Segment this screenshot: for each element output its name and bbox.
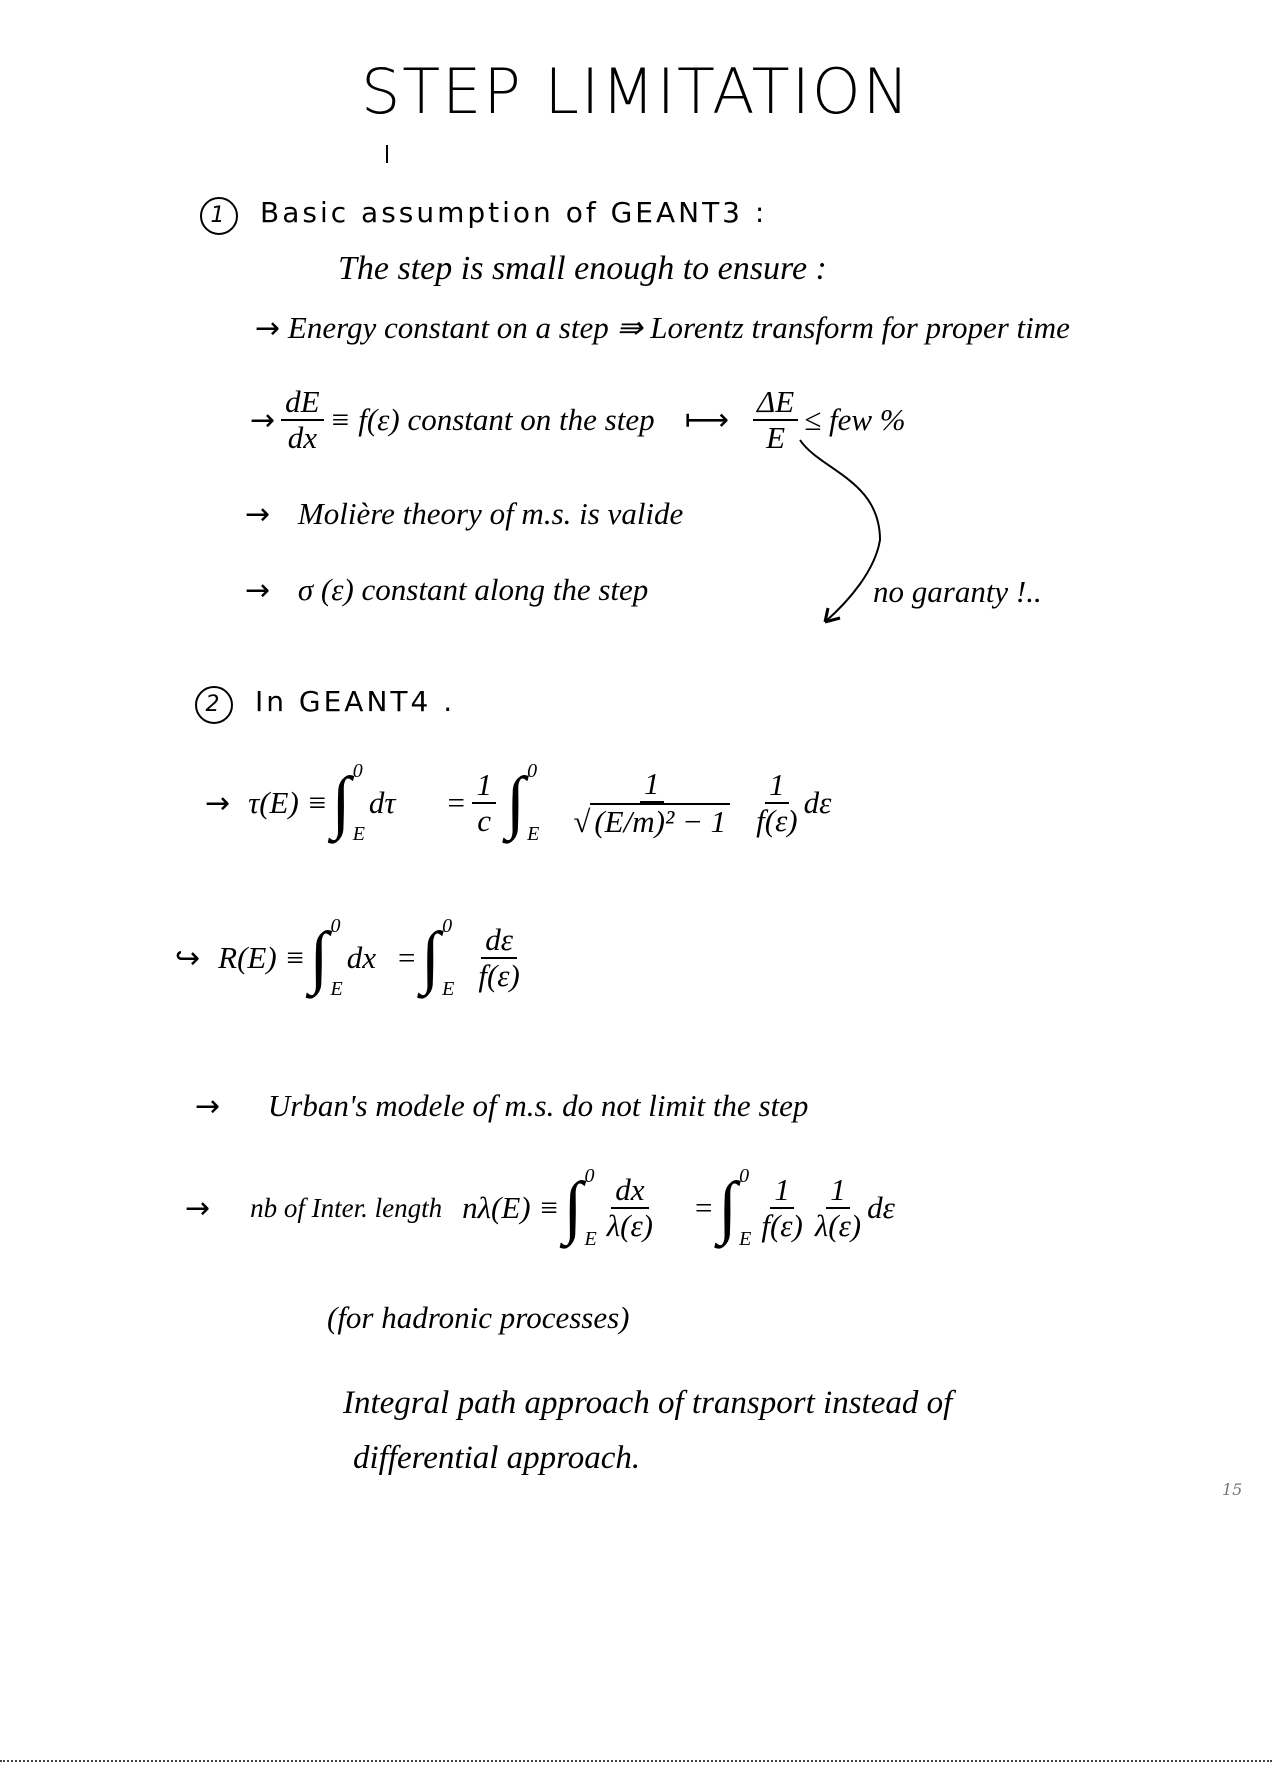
integral: ∫ 0 E bbox=[420, 915, 455, 1000]
stray-mark bbox=[386, 145, 388, 163]
fraction bbox=[573, 767, 730, 839]
lower-limit: E bbox=[739, 1228, 752, 1250]
lower-limit: E bbox=[584, 1228, 597, 1250]
formula-proper-time bbox=[205, 760, 831, 846]
conclusion-line-2: differential approach. bbox=[353, 1440, 641, 1476]
differential: dτ bbox=[368, 785, 396, 820]
denominator: f(ε) bbox=[761, 1208, 803, 1243]
arrow-icon: → bbox=[245, 573, 271, 608]
lower-limit: E bbox=[442, 978, 455, 1000]
page-mark: 15 bbox=[1222, 1480, 1243, 1499]
integral: ∫ 0 E bbox=[563, 1165, 597, 1250]
fraction bbox=[472, 768, 496, 838]
item-text: Urban's modele of m.s. do not limit the step bbox=[267, 1088, 809, 1123]
section1-heading-text: Basic assumption of GEANT3 : bbox=[260, 196, 768, 229]
arrow-icon: → bbox=[205, 785, 231, 821]
section2-heading bbox=[195, 685, 455, 724]
formula-lhs: τ(E) ≡ bbox=[248, 785, 328, 820]
list-item bbox=[245, 496, 683, 532]
lower-limit: E bbox=[527, 823, 540, 845]
dedx-fraction bbox=[281, 385, 323, 455]
upper-limit: 0 bbox=[442, 915, 453, 937]
formula-range bbox=[175, 915, 526, 1001]
integral: ∫ 0 E bbox=[309, 915, 343, 1000]
item-tail: ≤ few % bbox=[804, 402, 906, 438]
conclusion-line-1: Integral path approach of transport instead of bbox=[343, 1385, 953, 1421]
numerator: dE bbox=[281, 385, 323, 421]
denominator: f(ε) bbox=[478, 958, 520, 993]
numerator: 1 bbox=[640, 767, 664, 803]
differential: dx bbox=[346, 940, 376, 975]
formula-lhs: R(E) ≡ bbox=[218, 940, 306, 975]
differential: dε bbox=[867, 1190, 895, 1225]
scan-edge-divider bbox=[0, 1760, 1272, 1762]
upper-limit: 0 bbox=[739, 1165, 750, 1187]
section-number: 1 bbox=[200, 197, 238, 235]
hadronic-note: (for hadronic processes) bbox=[327, 1300, 630, 1335]
arrow-icon: → bbox=[195, 1089, 221, 1124]
numerator: 1 bbox=[826, 1173, 850, 1209]
denominator: c bbox=[477, 803, 492, 838]
list-item bbox=[245, 572, 648, 608]
denominator: λ(ε) bbox=[606, 1208, 654, 1243]
arrow-icon: → bbox=[185, 1190, 211, 1226]
item-text: Energy constant on a step ⇛ Lorentz transform for proper time bbox=[287, 310, 1070, 345]
page-title: STEP LIMITATION bbox=[360, 55, 912, 128]
denominator: √ (E/m)² − 1 bbox=[573, 803, 730, 839]
denominator: f(ε) bbox=[756, 803, 798, 838]
urban-item bbox=[195, 1088, 808, 1124]
section-number: 2 bbox=[195, 686, 233, 724]
section1-intro: The step is small enough to ensure : bbox=[338, 250, 827, 287]
lower-limit: E bbox=[352, 823, 365, 845]
hook-arrow-icon: ↪ bbox=[175, 940, 201, 976]
differential: dε bbox=[803, 785, 832, 820]
denominator: dx bbox=[287, 420, 317, 456]
fraction bbox=[607, 1173, 653, 1243]
item-text: σ (ε) constant along the step bbox=[297, 572, 649, 607]
equals: = bbox=[445, 785, 467, 820]
curved-arrow-icon bbox=[780, 430, 900, 630]
formula-label: nb of Inter. length bbox=[250, 1192, 443, 1223]
maps-to-icon: ⟼ bbox=[684, 402, 730, 438]
numerator: dx bbox=[611, 1173, 648, 1209]
integral: ∫ 0 E bbox=[331, 760, 365, 845]
fraction bbox=[478, 923, 519, 993]
section2-heading-text: In GEANT4 . bbox=[255, 685, 456, 718]
numerator: 1 bbox=[472, 768, 496, 804]
upper-limit: 0 bbox=[330, 915, 341, 937]
numerator: dε bbox=[481, 923, 517, 959]
arrow-icon: → bbox=[255, 311, 281, 346]
denominator: λ(ε) bbox=[814, 1208, 862, 1243]
formula-interaction-length bbox=[185, 1165, 895, 1251]
fraction bbox=[815, 1173, 861, 1243]
arrow-icon: → bbox=[245, 497, 271, 532]
numerator: 1 bbox=[765, 768, 789, 804]
fraction bbox=[756, 768, 797, 838]
integral: ∫ 0 E bbox=[717, 1165, 752, 1250]
list-item bbox=[255, 310, 1070, 346]
equals: = bbox=[693, 1190, 714, 1225]
lower-limit: E bbox=[330, 978, 343, 1000]
integral: ∫ 0 E bbox=[505, 760, 540, 845]
numerator: 1 bbox=[770, 1173, 794, 1209]
item-text: Molière theory of m.s. is valide bbox=[297, 496, 684, 531]
item-text: ≡ f(ε) constant on the step bbox=[329, 402, 655, 438]
section1-heading bbox=[200, 196, 767, 235]
no-garanty-note: no garanty !.. bbox=[873, 574, 1042, 609]
equals: = bbox=[396, 940, 417, 975]
arrow-icon: → bbox=[250, 402, 276, 438]
upper-limit: 0 bbox=[352, 760, 363, 782]
numerator: ΔE bbox=[753, 385, 798, 421]
formula-lhs: nλ(E) ≡ bbox=[462, 1190, 560, 1225]
denominator: E bbox=[766, 420, 786, 456]
upper-limit: 0 bbox=[584, 1165, 595, 1187]
fraction bbox=[761, 1173, 802, 1243]
sqrt-content: (E/m)² − 1 bbox=[590, 803, 730, 839]
upper-limit: 0 bbox=[527, 760, 538, 782]
